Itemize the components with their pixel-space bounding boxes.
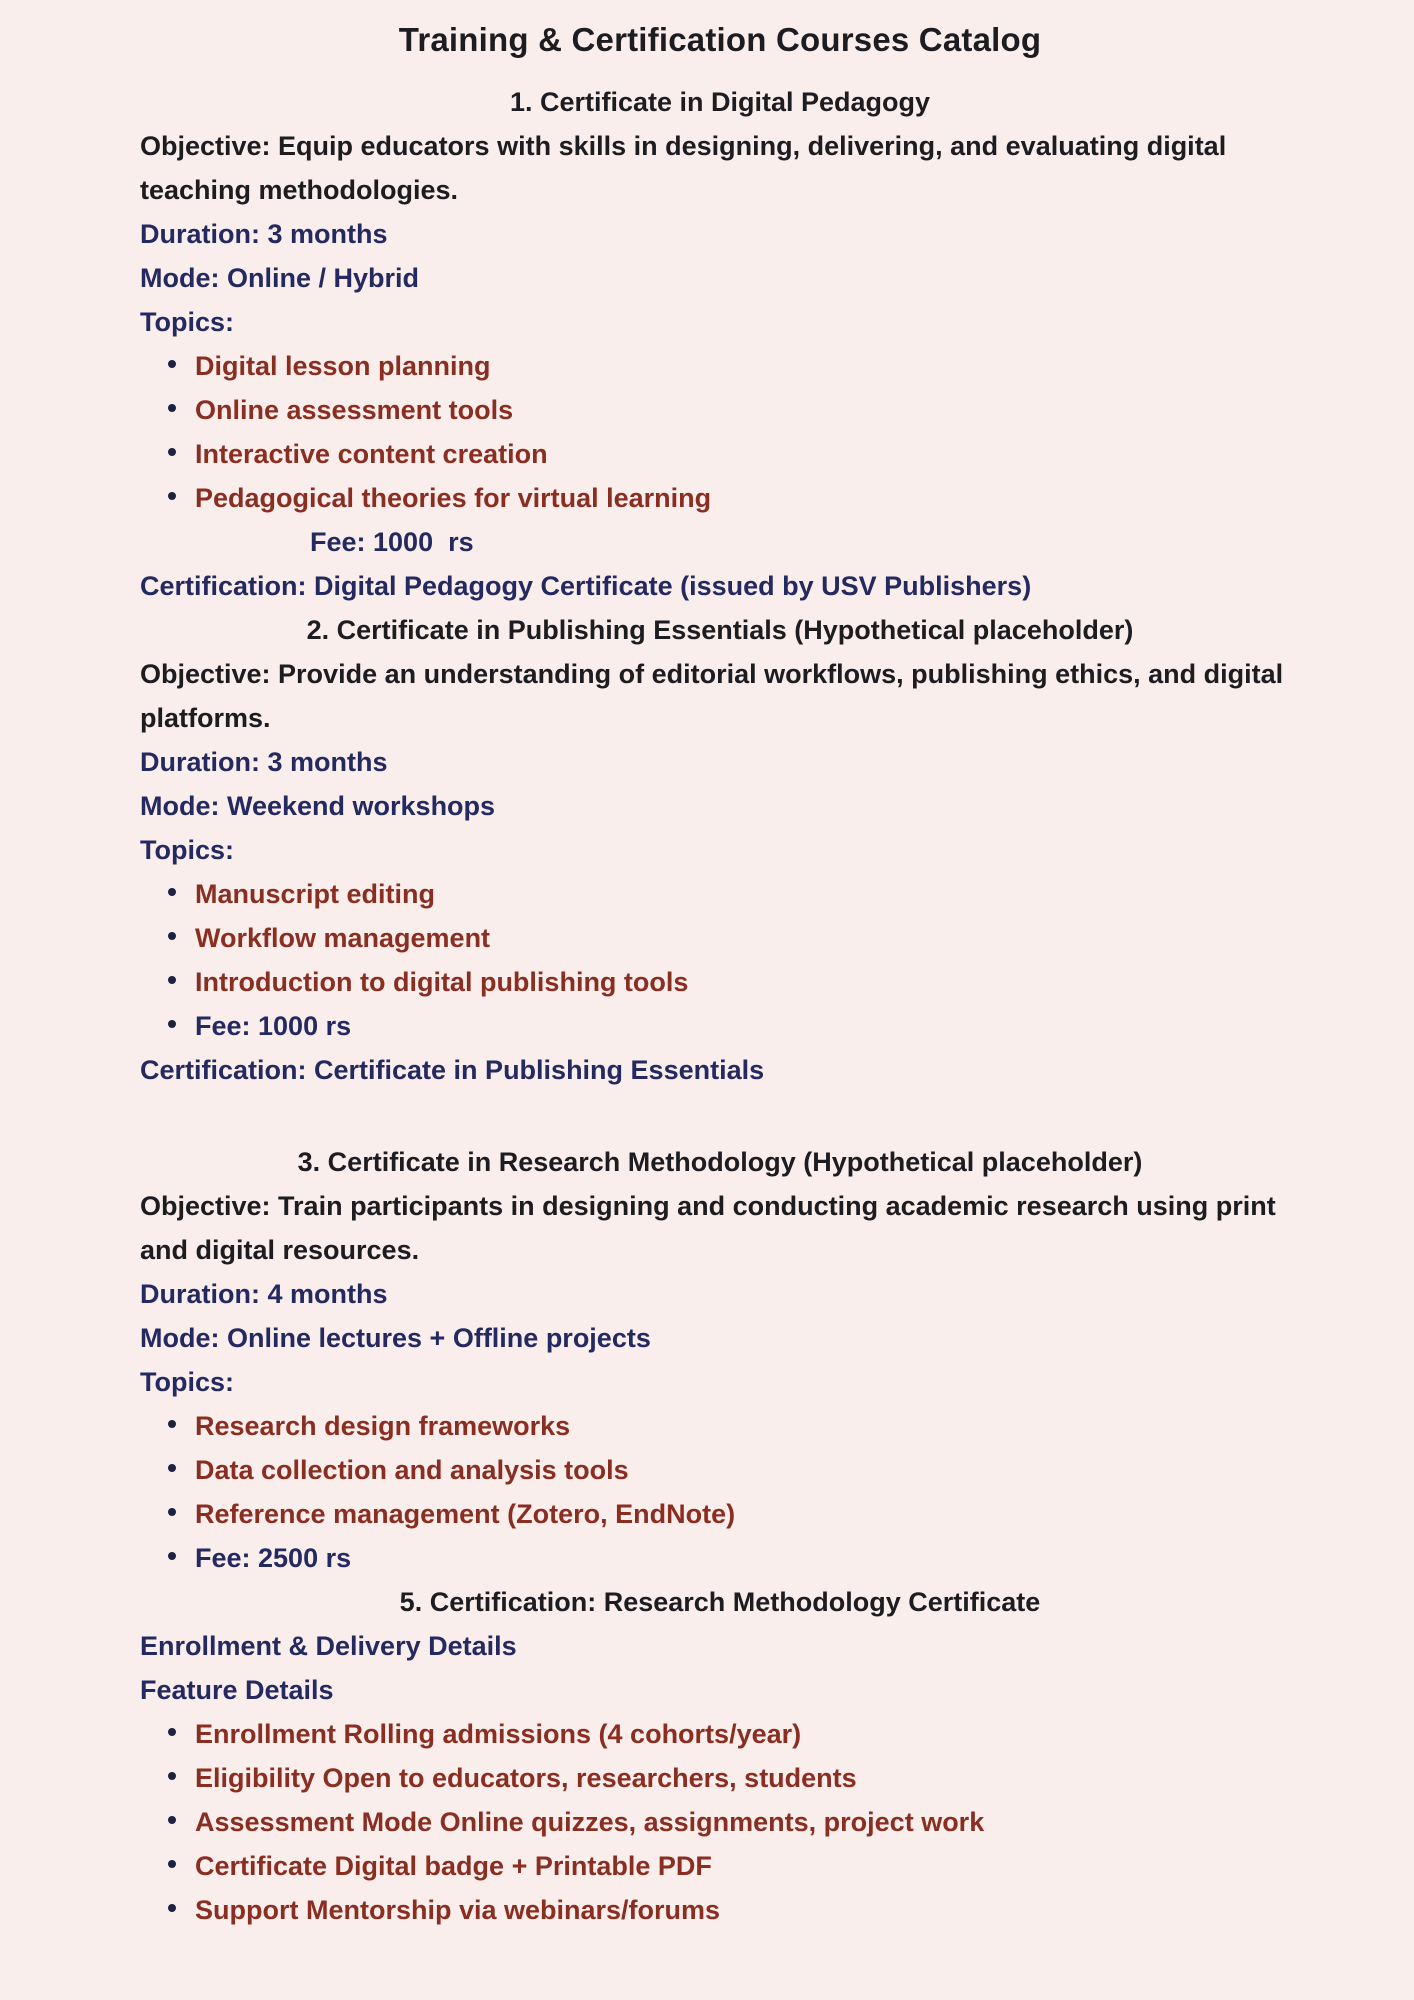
bullet-icon — [168, 1816, 176, 1824]
bullet-icon — [168, 1508, 176, 1516]
bullet-icon — [168, 888, 176, 896]
section-2-topics-list — [140, 872, 1300, 1048]
section-2-certification: Certification: Certificate in Publishing Essentials — [140, 1055, 765, 1085]
list-item — [168, 960, 1300, 1004]
section-3-heading: 3. Certificate in Research Methodology (Hypothetical placeholder) — [297, 1147, 1143, 1177]
enrollment-heading: Enrollment & Delivery Details — [140, 1631, 517, 1661]
topic-text: Reference management (Zotero, EndNote) — [195, 1499, 736, 1529]
section-1-objective: Objective: Equip educators with skills in designing, delivering, and evaluating digital teaching methodologies. — [140, 131, 1227, 205]
bullet-icon — [168, 1420, 176, 1428]
course-catalog-document — [140, 0, 1300, 1932]
section-2-heading: 2. Certificate in Publishing Essentials (Hypothetical placeholder) — [306, 615, 1134, 645]
feature-text: Enrollment Rolling admissions (4 cohorts/year) — [195, 1719, 802, 1749]
section-enrollment-details — [140, 1624, 1300, 1932]
fee-text: Fee: 1000 rs — [195, 1011, 352, 1041]
section-1-certification: Certification: Digital Pedagogy Certificate (issued by USV Publishers) — [140, 571, 1032, 601]
feature-details-heading: Feature Details — [140, 1675, 334, 1705]
bullet-icon — [168, 360, 176, 368]
list-item — [168, 1536, 1300, 1580]
section-1-duration: Duration: 3 months — [140, 219, 388, 249]
list-item — [168, 432, 1300, 476]
list-item — [168, 1844, 1300, 1888]
section-1-topics-list — [140, 344, 1300, 520]
topic-text: Data collection and analysis tools — [195, 1455, 629, 1485]
topic-text: Interactive content creation — [195, 439, 548, 469]
topic-text: Workflow management — [195, 923, 491, 953]
list-item — [168, 1004, 1300, 1048]
section-3-topics-list — [140, 1404, 1300, 1580]
section-1-topics-label: Topics: — [140, 307, 234, 337]
bullet-icon — [168, 1860, 176, 1868]
bullet-icon — [168, 492, 176, 500]
section-3-duration: Duration: 4 months — [140, 1279, 388, 1309]
feature-text: Eligibility Open to educators, researchers, students — [195, 1763, 857, 1793]
list-item — [168, 1756, 1300, 1800]
topic-text: Manuscript editing — [195, 879, 436, 909]
bullet-icon — [168, 1464, 176, 1472]
topic-text: Digital lesson planning — [195, 351, 491, 381]
section-3-objective: Objective: Train participants in designing and conducting academic research using print and digital resources. — [140, 1191, 1276, 1265]
bullet-icon — [168, 1772, 176, 1780]
bullet-icon — [168, 1020, 176, 1028]
list-item — [168, 1448, 1300, 1492]
section-3-mode: Mode: Online lectures + Offline projects — [140, 1323, 651, 1353]
section-publishing-essentials — [140, 608, 1300, 1092]
section-1-mode: Mode: Online / Hybrid — [140, 263, 420, 293]
section-2-duration: Duration: 3 months — [140, 747, 388, 777]
feature-text: Certificate Digital badge + Printable PDF — [195, 1851, 712, 1881]
list-item — [168, 1888, 1300, 1932]
fee-text: Fee: 2500 rs — [195, 1543, 352, 1573]
list-item — [168, 388, 1300, 432]
section-digital-pedagogy — [140, 80, 1300, 608]
list-item — [168, 1404, 1300, 1448]
list-item — [168, 1800, 1300, 1844]
bullet-icon — [168, 404, 176, 412]
section-3-certification-heading: 5. Certification: Research Methodology Certificate — [399, 1587, 1041, 1617]
feature-list — [140, 1712, 1300, 1932]
list-item — [168, 1712, 1300, 1756]
list-item — [168, 916, 1300, 960]
bullet-icon — [168, 976, 176, 984]
section-2-mode: Mode: Weekend workshops — [140, 791, 496, 821]
bullet-icon — [168, 1728, 176, 1736]
section-3-topics-label: Topics: — [140, 1367, 234, 1397]
list-item — [168, 1492, 1300, 1536]
topic-text: Online assessment tools — [195, 395, 514, 425]
bullet-icon — [168, 1552, 176, 1560]
page-title: Training & Certification Courses Catalog — [398, 21, 1042, 58]
topic-text: Introduction to digital publishing tools — [195, 967, 689, 997]
bullet-icon — [168, 448, 176, 456]
section-1-fee: Fee: 1000 rs — [310, 527, 474, 557]
list-item — [168, 476, 1300, 520]
feature-text: Assessment Mode Online quizzes, assignments, project work — [195, 1807, 985, 1837]
section-2-topics-label: Topics: — [140, 835, 234, 865]
section-research-methodology — [140, 1140, 1300, 1624]
feature-text: Support Mentorship via webinars/forums — [195, 1895, 721, 1925]
bullet-icon — [168, 932, 176, 940]
list-item — [168, 872, 1300, 916]
topic-text: Research design frameworks — [195, 1411, 571, 1441]
list-item — [168, 344, 1300, 388]
bullet-icon — [168, 1904, 176, 1912]
section-2-objective: Objective: Provide an understanding of editorial workflows, publishing ethics, and digital platforms. — [140, 659, 1284, 733]
section-1-heading: 1. Certificate in Digital Pedagogy — [509, 87, 931, 117]
topic-text: Pedagogical theories for virtual learning — [195, 483, 712, 513]
